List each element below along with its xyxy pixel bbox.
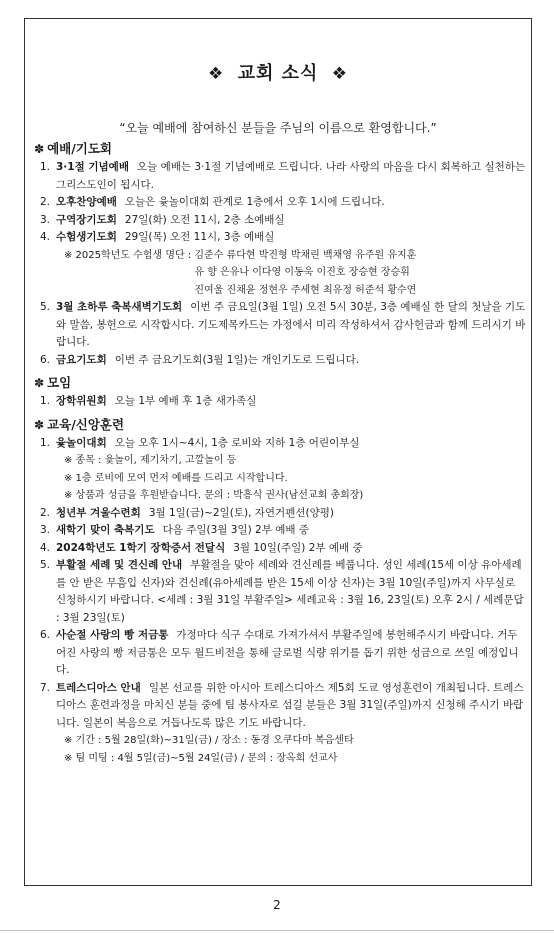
asterisk-icon: ✽	[34, 376, 45, 390]
item-body	[56, 557, 526, 627]
item-text: 가정마다 식구 수대로 가져가셔서 부활주일에 봉헌해주시기 바랍니다. 거두어진 사랑의 빵 저금통은 모두 월드비전을 통해 글로벌 식량 위기를 돕기 위한 성금으로 쓰일 예정입니다.	[56, 629, 519, 676]
item-number: 3.	[39, 213, 50, 226]
welcome-greeting: “오늘 예배에 참여하신 분들을 주님의 이름으로 환영합니다.”	[119, 121, 437, 135]
item-number: 2.	[39, 506, 50, 519]
item-number: 6.	[39, 629, 50, 641]
item-title: 수험생기도회	[56, 231, 117, 243]
item-number: 1.	[39, 436, 50, 449]
item-title: 새학기 맞이 축복기도	[56, 524, 155, 536]
item-body	[56, 194, 526, 212]
item-title: 구역장기도회	[56, 213, 117, 226]
item-body	[56, 299, 526, 352]
item-text: 이번 주 금요기도회(3월 1일)는 개인기도로 드립니다.	[114, 353, 360, 366]
item-number: 6.	[39, 353, 50, 366]
item-title: 장학위원회	[56, 395, 107, 407]
item-title: 3·1절 기념예배	[56, 161, 129, 173]
item-title: 금요기도회	[56, 353, 107, 366]
title-text: 교회 소식	[237, 63, 319, 84]
names-lines	[194, 247, 416, 300]
names-line: 진여울 진채윤 정현우 주세현 최유정 허준석 황수연	[194, 284, 417, 296]
item-text: 오늘 1부 예배 후 1층 새가족실	[114, 395, 257, 407]
item-note: ※ 팀 미팅 : 4월 5일(금)~5월 24일(금) / 문의 : 장옥희 선교사	[64, 752, 338, 764]
item-body	[56, 540, 526, 558]
item-number: 1.	[39, 395, 50, 407]
news-content	[34, 135, 526, 767]
item-body	[56, 627, 526, 680]
item-body	[56, 159, 526, 194]
news-item	[34, 627, 526, 680]
item-number: 1.	[39, 161, 50, 173]
item-title: 부활절 세례 및 견신례 안내	[56, 559, 183, 571]
news-item	[34, 212, 526, 230]
item-note: ※ 1층 로비에 모여 먼저 예배를 드리고 시작합니다.	[64, 472, 288, 484]
news-item	[34, 680, 526, 733]
item-text: 이번 주 금요일(3월 1일) 오전 5시 30분, 3층 예배실 한 달의 첫날을 기도와 말씀, 봉헌으로 시작합시다. 기도제목카드는 가정에서 미리 작성하셔서 감사헌금과 함께 드리시기 바랍니다.	[56, 301, 526, 348]
item-number: 4.	[39, 541, 50, 554]
item-number: 4.	[39, 231, 50, 243]
exam-students-list	[34, 247, 526, 300]
names-label: ※ 2025학년도 수험생 명단 :	[64, 249, 195, 261]
item-body	[56, 680, 526, 733]
asterisk-icon: ✽	[34, 417, 45, 432]
item-text: 부활절을 맞아 세례와 견신례를 베풉니다. 성인 세례(15세 이상 유아세례를 안 받은 무흠입 신자)와 견신례(유아세례를 받은 15세 이상 신자)는 3월 10일(주일)까지 사무실로 신청하시기 바랍니다. <세례 : 3월 31일 부활주일> 세례교육 : 3월 16, 23일(토) 오후 2시 / 세례문답 : 3월 23일(토)	[56, 559, 524, 624]
news-item	[34, 540, 526, 558]
item-text: 오늘 예배는 3·1절 기념예배로 드립니다. 나라 사랑의 마음을 다시 회복하고 실천하는 그리스도인이 됩시다.	[56, 161, 526, 191]
item-title: 윷놀이대회	[56, 436, 107, 449]
section-heading	[34, 373, 526, 393]
item-note: ※ 종목 : 윷놀이, 제기차기, 고깔놀이 등	[64, 455, 237, 466]
news-item	[34, 229, 526, 247]
item-body	[56, 352, 526, 370]
item-note: ※ 기간 : 5월 28일(화)~31일(금) / 장소 : 동경 오쿠다마 복음센타	[64, 735, 354, 746]
news-item	[34, 159, 526, 194]
names-line: 유 향 은유나 이다영 이동욱 이진호 장승현 장승휘	[194, 267, 410, 278]
news-item	[34, 352, 526, 370]
news-item	[34, 299, 526, 352]
page-title	[25, 59, 531, 85]
item-body	[56, 435, 526, 453]
news-item	[34, 194, 526, 212]
item-text: 27일(화) 오전 11시, 2층 소예배실	[124, 213, 285, 226]
item-body	[56, 212, 526, 230]
section-heading-text: 교육/신앙훈련	[47, 416, 125, 432]
item-title: 2024학년도 1학기 장학증서 전달식	[56, 541, 226, 554]
item-body	[56, 522, 526, 540]
news-item	[34, 557, 526, 627]
page-number: 2	[273, 898, 281, 912]
section-heading-text: 예배/기도회	[47, 141, 113, 156]
section-heading	[34, 415, 526, 435]
item-title: 사순절 사랑의 빵 저금통	[56, 629, 169, 641]
item-number: 3.	[39, 524, 50, 536]
ornament-left-icon: ❖	[208, 64, 225, 84]
ornament-right-icon: ❖	[331, 64, 348, 84]
item-text: 오늘 오후 1시~4시, 1층 로비와 지하 1층 어린이부실	[114, 436, 360, 449]
item-text: 오늘은 윷놀이대회 관계로 1층에서 오후 1시에 드립니다.	[124, 196, 385, 208]
item-text: 3월 10일(주일) 2부 예배 중	[233, 541, 363, 554]
item-title: 오후찬양예배	[56, 196, 117, 208]
asterisk-icon: ✽	[34, 142, 45, 156]
item-body	[56, 505, 526, 523]
item-text: 일본 선교를 위한 아시아 트레스디아스 제5회 도쿄 영성훈련이 개최됩니다. 트레스디아스 훈련과정을 마치신 분들 중에 팀 봉사자로 섬길 분들은 3월 31일(주일)까지 신청해 주시기 바랍니다. 일본이 복음으로 거듭나도록 많은 기도 바랍니다.	[56, 681, 524, 729]
item-number: 7.	[39, 681, 50, 694]
news-item	[34, 393, 526, 411]
item-body	[56, 229, 526, 247]
news-item	[34, 435, 526, 453]
item-text: 3월 1일(금)~2일(토), 자연거펜션(양평)	[148, 506, 334, 519]
item-body	[56, 393, 526, 411]
section-heading-text: 모임	[47, 375, 72, 390]
names-line: 김준수 류다현 박진형 박채린 백채영 유주원 유지훈	[194, 249, 417, 261]
page-bottom-divider	[0, 930, 554, 931]
item-title: 트레스디아스 안내	[56, 681, 141, 694]
item-note: ※ 상품과 성금을 후원받습니다. 문의 : 박흥식 권사(남선교회 총회장)	[64, 490, 364, 501]
news-item	[34, 505, 526, 523]
item-number: 5.	[39, 559, 50, 571]
item-title: 3월 초하루 축복새벽기도회	[56, 301, 183, 313]
section-heading	[34, 139, 526, 159]
news-item	[34, 522, 526, 540]
item-number: 5.	[39, 301, 50, 313]
item-text: 29일(목) 오전 11시, 3층 예배실	[124, 231, 275, 243]
item-text: 다음 주일(3월 3일) 2부 예배 중	[162, 524, 309, 536]
item-title: 청년부 겨울수련회	[56, 506, 141, 519]
item-number: 2.	[39, 196, 50, 208]
